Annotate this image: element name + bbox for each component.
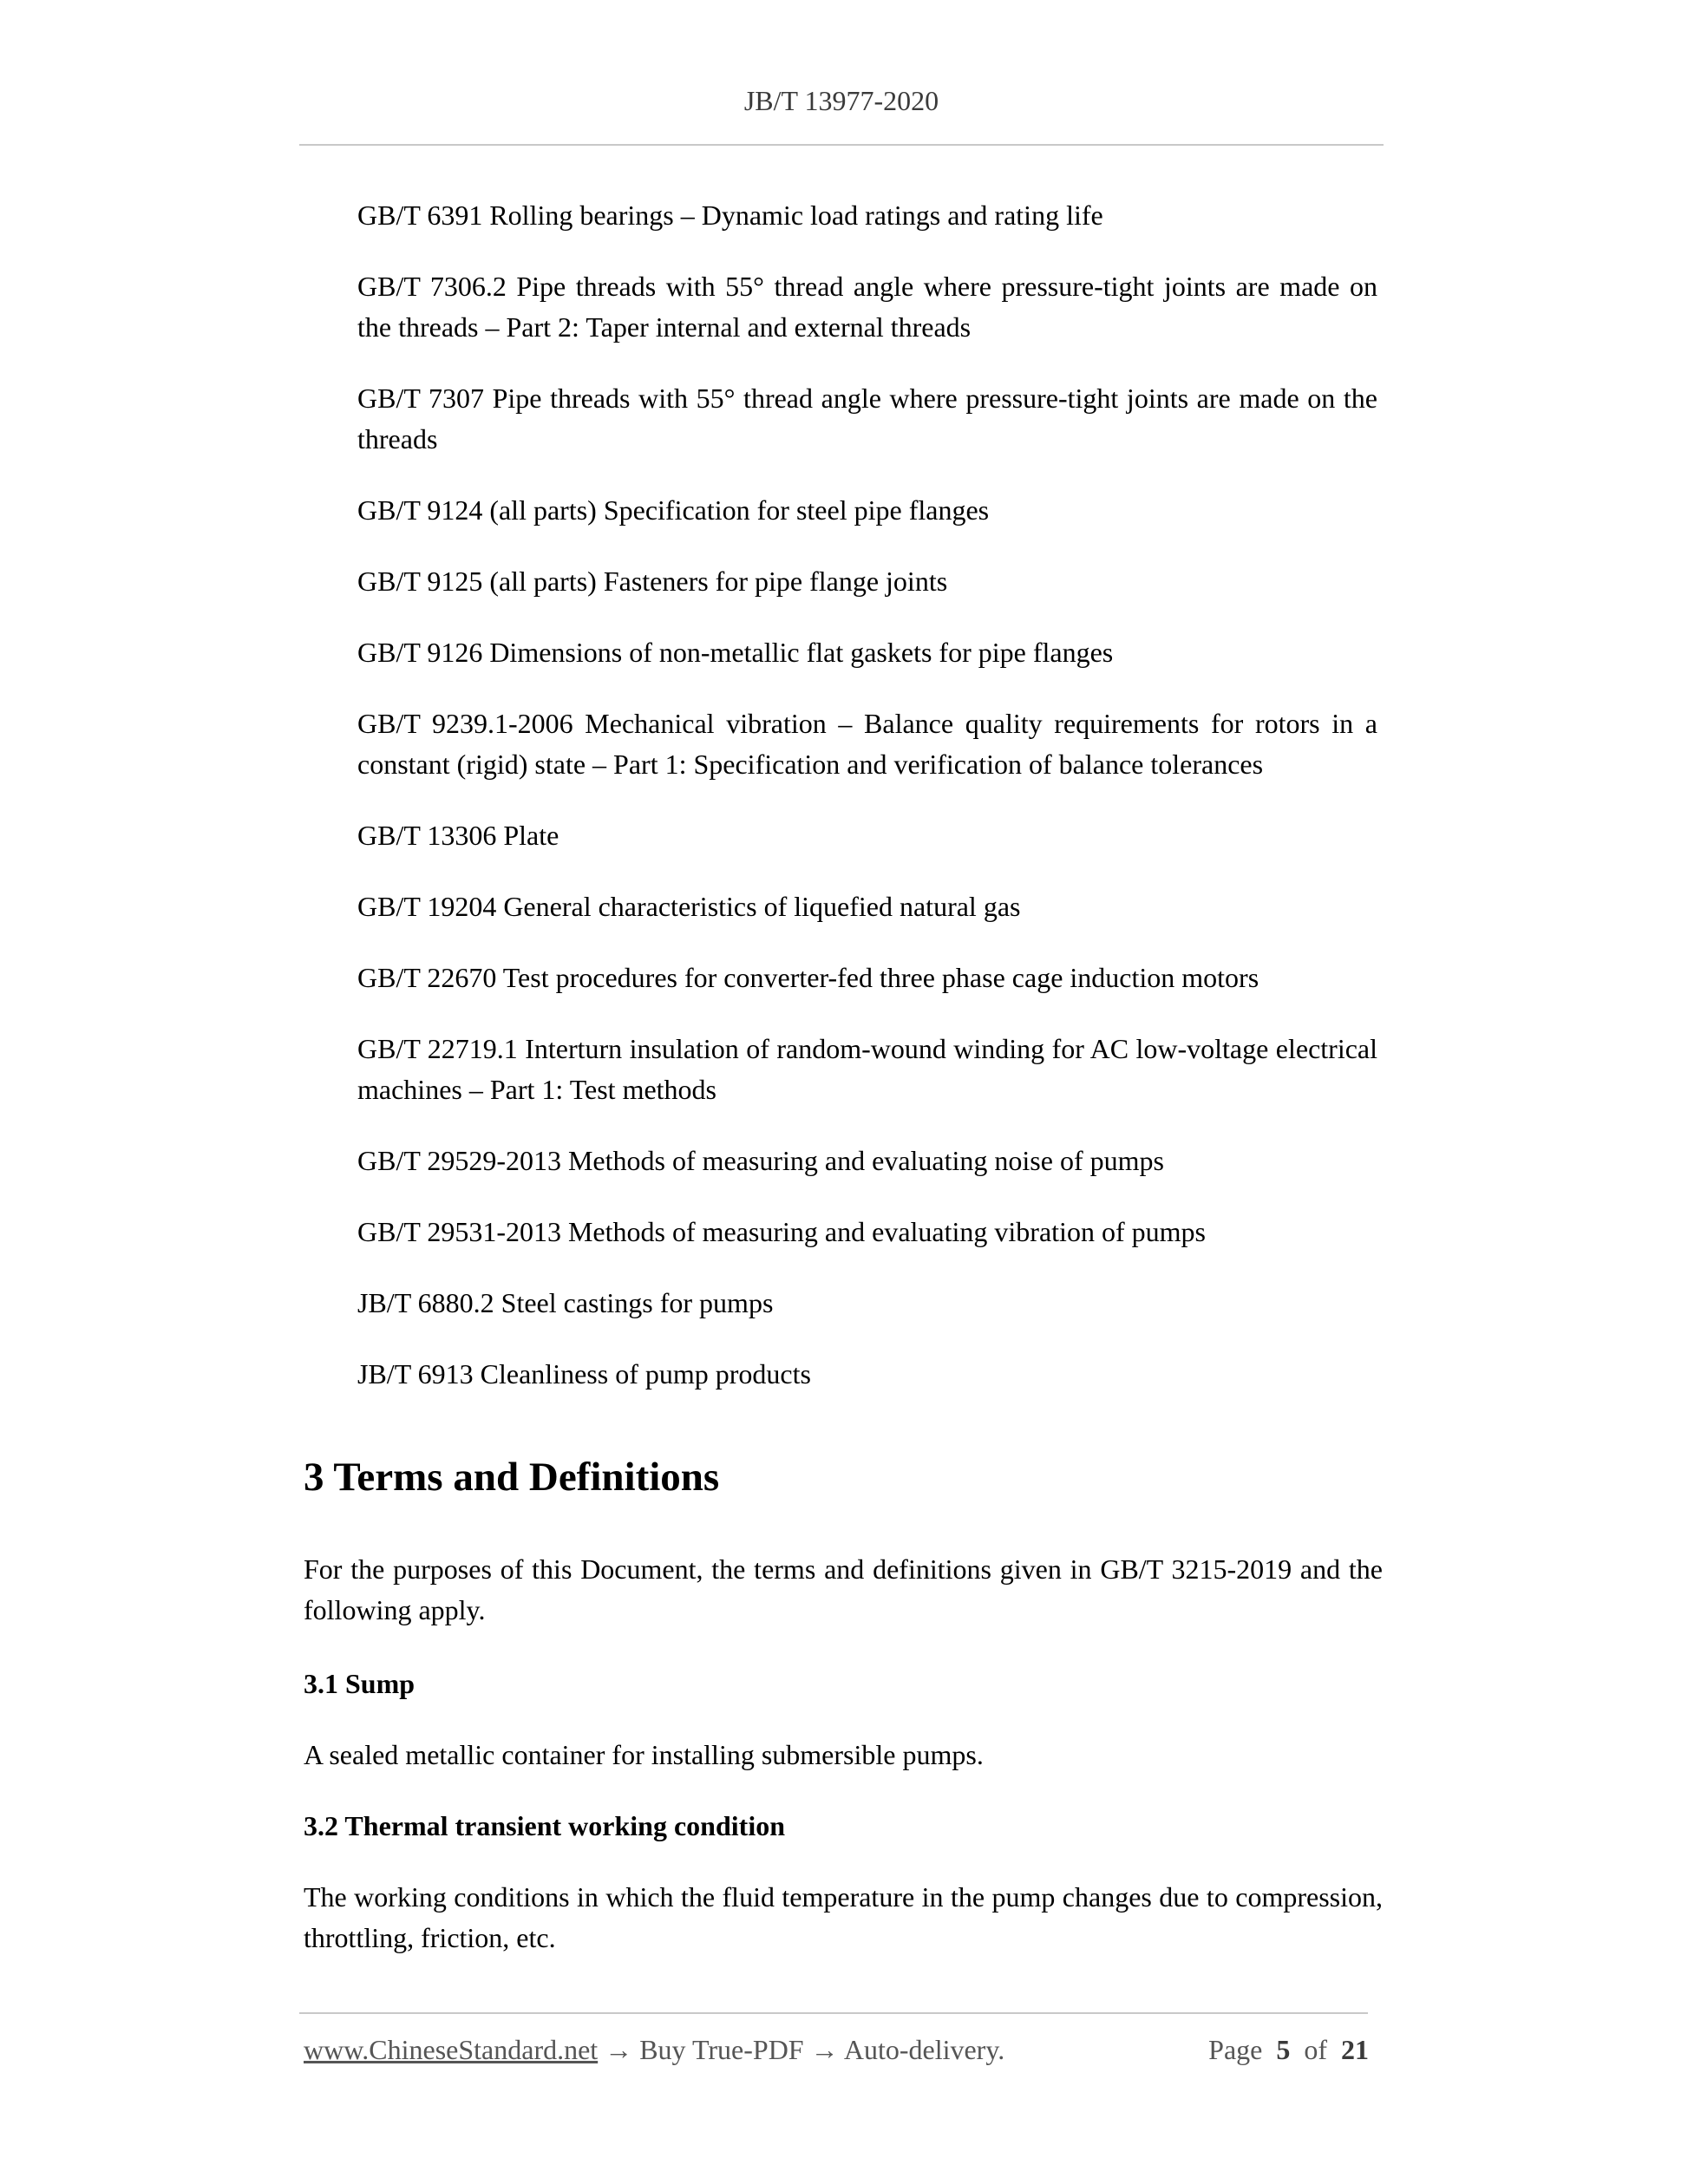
reference-item: GB/T 7306.2 Pipe threads with 55° thread angle where pressure-tight joints are made on the threads – Part 2: Taper internal and external threads [357, 271, 1377, 343]
reference-item: GB/T 29531-2013 Methods of measuring and evaluating vibration of pumps [357, 1216, 1206, 1247]
section-heading: 3 Terms and Definitions [304, 1455, 720, 1500]
page-label: Page [1208, 2034, 1263, 2065]
term-heading-sump: 3.1 Sump [304, 1668, 415, 1699]
reference-item: JB/T 6880.2 Steel castings for pumps [357, 1287, 774, 1318]
arrow-right-icon: → [605, 2034, 633, 2065]
reference-item: GB/T 9124 (all parts) Specification for steel pipe flanges [357, 494, 990, 526]
reference-item: GB/T 29529-2013 Methods of measuring and evaluating noise of pumps [357, 1145, 1164, 1176]
term-definition-sump: A sealed metallic container for installing submersible pumps. [304, 1739, 984, 1770]
header-divider [299, 144, 1384, 146]
reference-item: GB/T 7307 Pipe threads with 55° thread angle where pressure-tight joints are made on the threads [357, 383, 1377, 454]
term-definition-thermal-transient: The working conditions in which the fluid temperature in the pump changes due to compression, throttling, friction, etc. [304, 1881, 1383, 1953]
reference-item: JB/T 6913 Cleanliness of pump products [357, 1358, 811, 1390]
footer-divider [299, 2012, 1368, 2014]
term-heading-thermal-transient: 3.2 Thermal transient working condition [304, 1810, 785, 1841]
page-indicator [1208, 2030, 1369, 2070]
reference-item: GB/T 9126 Dimensions of non-metallic flat gaskets for pipe flanges [357, 637, 1114, 668]
buy-pdf-text: Buy True-PDF [639, 2034, 804, 2065]
of-label: of [1304, 2034, 1327, 2065]
reference-item: GB/T 9239.1-2006 Mechanical vibration – Balance quality requirements for rotors in a constant (rigid) state – Part 1: Specification and verification of balance tolerances [357, 708, 1377, 780]
page-footer [304, 2030, 1369, 2070]
page-number: 5 [1276, 2034, 1291, 2065]
normative-references-list [357, 195, 1377, 1425]
website-link[interactable]: www.ChineseStandard.net [304, 2034, 599, 2065]
page-total: 21 [1341, 2034, 1369, 2065]
reference-item: GB/T 22670 Test procedures for converter-fed three phase cage induction motors [357, 962, 1259, 993]
reference-item: GB/T 6391 Rolling bearings – Dynamic load ratings and rating life [357, 199, 1103, 231]
section-intro-paragraph: For the purposes of this Document, the terms and definitions given in GB/T 3215-2019 and the following apply. [304, 1553, 1383, 1625]
reference-item: GB/T 13306 Plate [357, 820, 559, 851]
auto-delivery-text: Auto-delivery. [843, 2034, 1005, 2065]
reference-item: GB/T 9125 (all parts) Fasteners for pipe flange joints [357, 566, 948, 597]
document-header: JB/T 13977-2020 [743, 85, 939, 116]
reference-item: GB/T 22719.1 Interturn insulation of random-wound winding for AC low-voltage electrical machines – Part 1: Test methods [357, 1033, 1377, 1105]
reference-item: GB/T 19204 General characteristics of liquefied natural gas [357, 891, 1021, 922]
arrow-right-icon: → [810, 2034, 839, 2065]
